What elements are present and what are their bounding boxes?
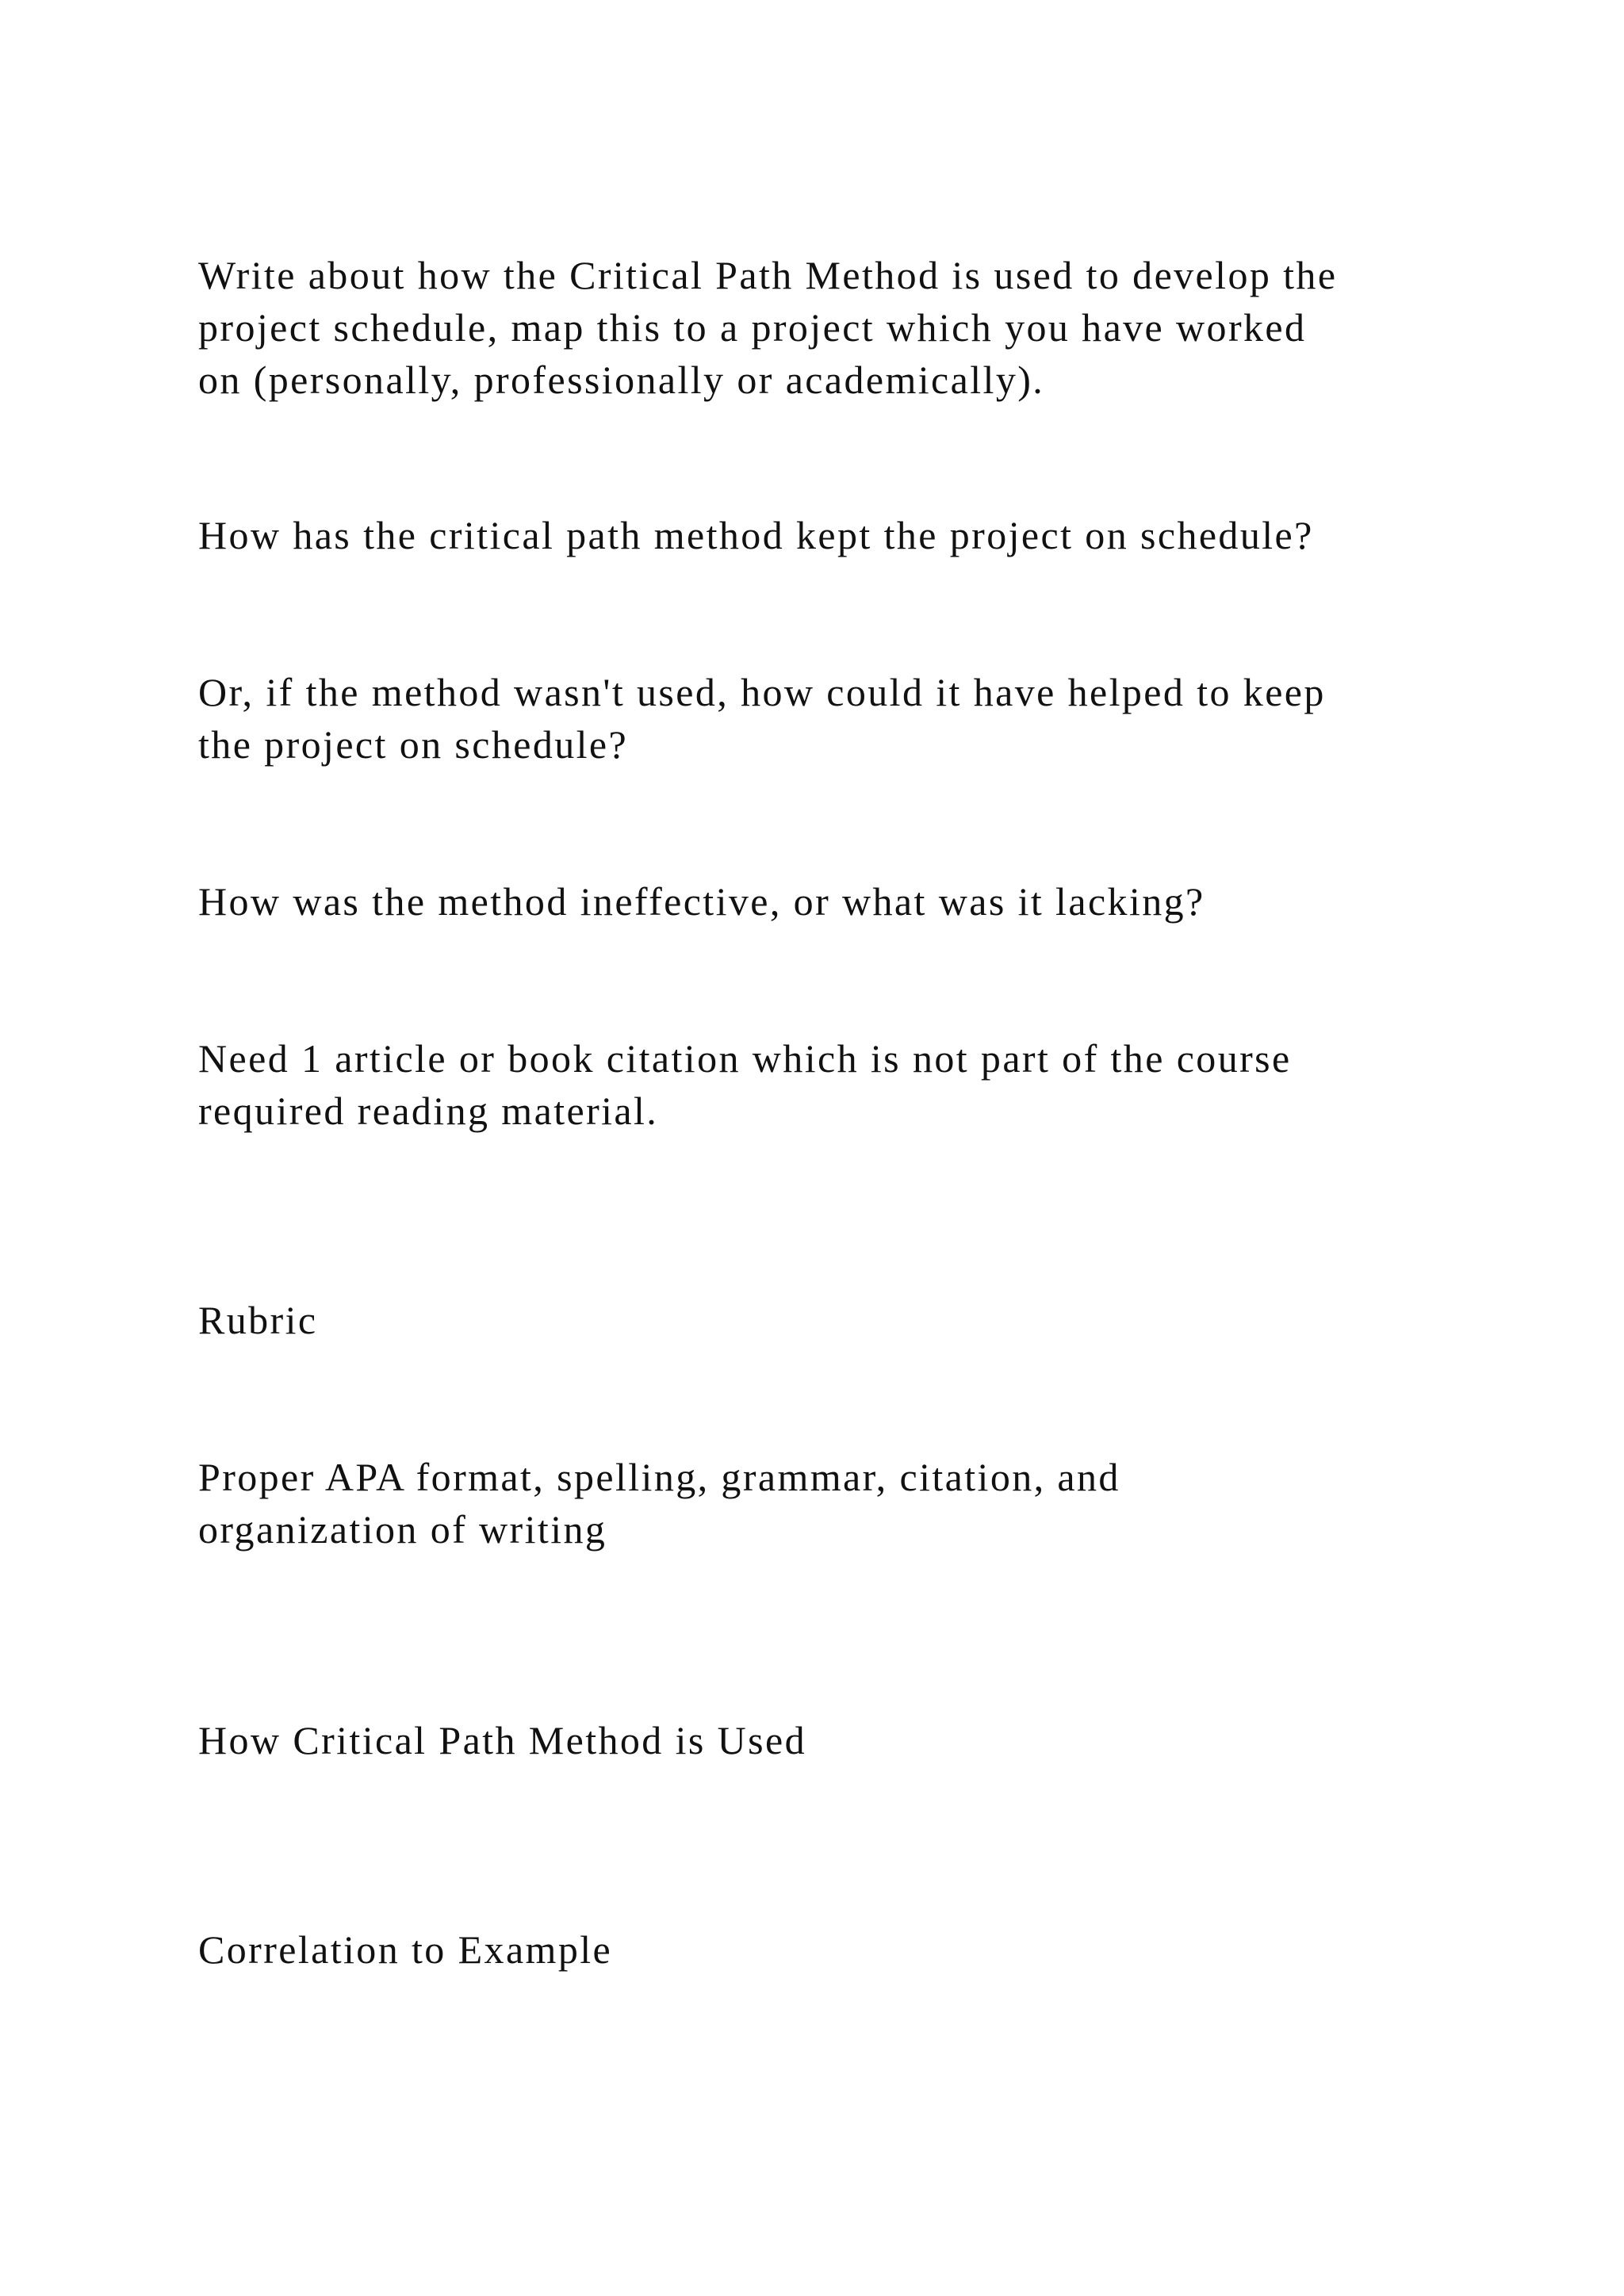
question-schedule-line-1: How has the critical path method kept the project on schedule? — [198, 513, 1314, 557]
citation-requirement-line-1: Need 1 article or book citation which is not part of the course — [198, 1036, 1292, 1081]
intro-prompt-line-1: Write about how the Critical Path Method is used to develop the — [198, 253, 1338, 297]
question-alternative-line-2: the project on schedule? — [198, 722, 629, 767]
question-alternative-paragraph — [198, 666, 1326, 771]
rubric-apa-paragraph — [198, 1451, 1120, 1556]
question-schedule-paragraph — [198, 509, 1314, 561]
citation-requirement-paragraph — [198, 1032, 1292, 1137]
rubric-correlation-line-1: Correlation to Example — [198, 1927, 613, 1972]
rubric-correlation-paragraph — [198, 1923, 612, 1976]
rubric-apa-line-2: organization of writing — [198, 1507, 607, 1552]
citation-requirement-line-2: required reading material. — [198, 1089, 659, 1133]
intro-prompt-paragraph — [198, 249, 1337, 406]
rubric-heading — [198, 1294, 317, 1346]
intro-prompt-line-3: on (personally, professionally or academically). — [198, 358, 1045, 402]
rubric-heading-text: Rubric — [198, 1298, 318, 1342]
rubric-cpm-used-line-1: How Critical Path Method is Used — [198, 1718, 807, 1762]
question-ineffective-paragraph — [198, 875, 1205, 928]
question-alternative-line-1: Or, if the method wasn't used, how could it have helped to keep — [198, 670, 1326, 714]
rubric-apa-line-1: Proper APA format, spelling, grammar, citation, and — [198, 1455, 1120, 1499]
rubric-cpm-used-paragraph — [198, 1714, 806, 1766]
intro-prompt-line-2: project schedule, map this to a project which you have worked — [198, 305, 1307, 350]
question-ineffective-line-1: How was the method ineffective, or what was it lacking? — [198, 879, 1205, 924]
